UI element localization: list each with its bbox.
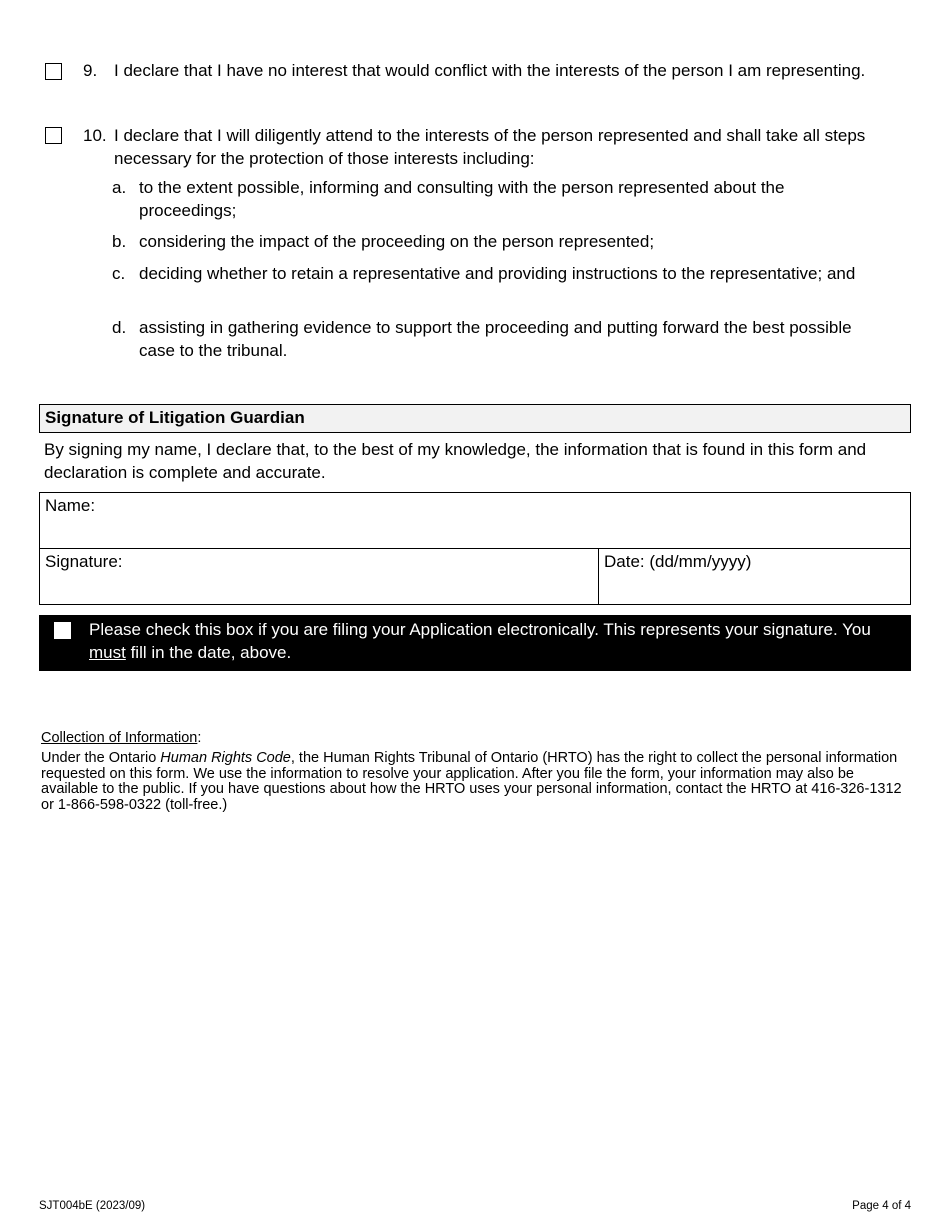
electronic-filing-text [89, 618, 879, 664]
page-number: Page 4 of 4 [852, 1200, 911, 1212]
declaration-9-number: 9. [83, 61, 98, 80]
electronic-text-part-1: Please check this box if you are filing your Application electronically. This represents your signature. You [89, 620, 871, 639]
declaration-10-checkbox[interactable] [45, 127, 62, 144]
date-label: Date: (dd/mm/yyyy) [604, 552, 752, 571]
collection-text [41, 751, 906, 813]
subitem-c [112, 263, 897, 286]
subitem-a-text: to the extent possible, informing and consulting with the person represented about the proceedings; [139, 178, 785, 220]
subitem-b-letter: b. [112, 232, 127, 251]
declaration-10 [83, 125, 893, 170]
subitem-c-letter: c. [112, 264, 126, 283]
human-rights-code: Human Rights Code [160, 750, 291, 766]
signature-statement: By signing my name, I declare that, to the best of my knowledge, the information that is found in this form and declaration is complete and accurate. [44, 440, 867, 482]
subitem-c-text: deciding whether to retain a representative and providing instructions to the representative; and [139, 264, 856, 283]
electronic-must: must [89, 643, 126, 662]
subitem-a [112, 177, 882, 222]
collection-text-part-1: Under the Ontario [41, 750, 161, 766]
electronic-text-part-2: fill in the date, above. [125, 643, 292, 662]
name-label: Name: [45, 496, 96, 515]
electronic-filing-checkbox[interactable] [54, 622, 71, 639]
collection-text-part-2: , the Human Rights Tribunal of Ontario (HRTO) has the right to collect the personal information requested on this form. We use the information to resolve your application. After you file the form, your information may also be available to the public. If you have questions about how the HRTO uses your personal information, contact the HRTO at 416-326-1312 or 1-866-598-0322 (toll-free.) [41, 750, 902, 813]
electronic-filing-banner [39, 615, 911, 671]
subitem-d [112, 317, 882, 362]
declaration-9 [83, 60, 883, 83]
subitem-b [112, 231, 882, 254]
declaration-9-checkbox[interactable] [45, 63, 62, 80]
declaration-9-text: I declare that I have no interest that would conflict with the interests of the person I am representing. [114, 61, 866, 80]
declaration-10-number: 10. [83, 126, 107, 145]
subitem-a-letter: a. [112, 178, 127, 197]
subitem-b-text: considering the impact of the proceeding on the person represented; [139, 232, 655, 251]
subitem-d-letter: d. [112, 318, 127, 337]
collection-heading-text: Collection of Information [41, 730, 198, 746]
form-code: SJT004bE (2023/09) [39, 1200, 146, 1212]
collection-heading-colon: : [197, 730, 202, 746]
collection-heading [41, 731, 201, 747]
signature-section-title: Signature of Litigation Guardian [39, 404, 911, 433]
name-field[interactable] [39, 492, 911, 549]
date-field[interactable] [598, 548, 911, 605]
declaration-10-text: I declare that I will diligently attend to the interests of the person represented and shall take all steps necessary for the protection of those interests including: [114, 126, 866, 168]
subitem-d-text: assisting in gathering evidence to support the proceeding and putting forward the best possible case to the tribunal. [139, 318, 852, 360]
signature-label: Signature: [45, 552, 123, 571]
signature-field[interactable] [39, 548, 599, 605]
